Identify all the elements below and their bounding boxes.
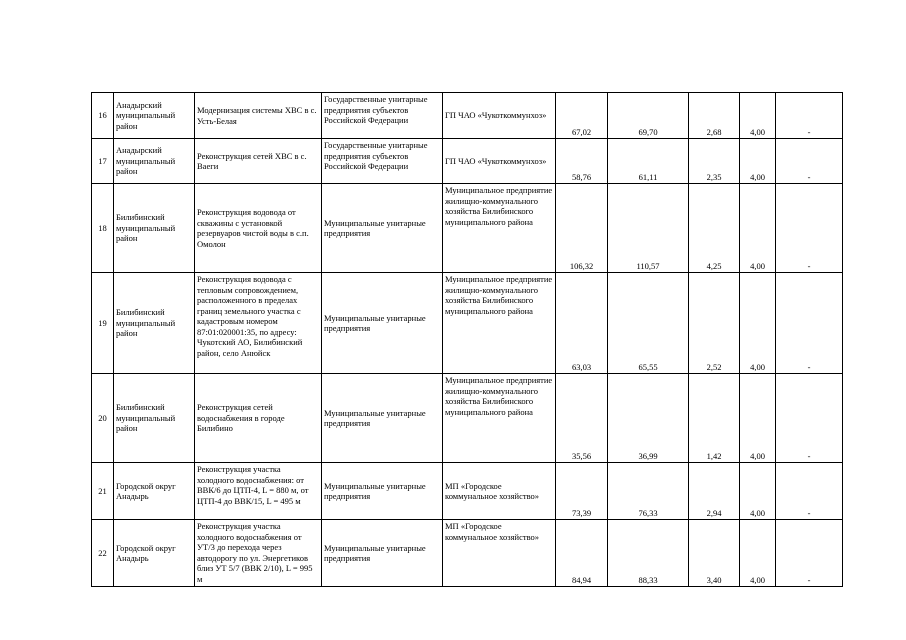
value-cell-4: 4,00 — [740, 374, 776, 463]
project-cell: Реконструкция водовода от скважины с установкой резервуаров чистой воды в с.п. Омолон — [195, 184, 322, 273]
value-cell-4: 4,00 — [740, 93, 776, 139]
row-number: 21 — [92, 463, 114, 520]
value-cell-4: 4,00 — [740, 520, 776, 587]
value-cell-2: 36,99 — [608, 374, 689, 463]
value-cell-5: - — [776, 184, 843, 273]
value-cell-3: 3,40 — [689, 520, 740, 587]
operator-cell: ГП ЧАО «Чукоткоммунхоз» — [443, 139, 556, 184]
district-cell: Анадырский муниципальный район — [114, 139, 195, 184]
value-cell-4: 4,00 — [740, 273, 776, 374]
row-number: 19 — [92, 273, 114, 374]
district-cell: Билибинский муниципальный район — [114, 184, 195, 273]
value-cell-2: 76,33 — [608, 463, 689, 520]
table-row — [92, 463, 843, 520]
value-cell-3: 2,52 — [689, 273, 740, 374]
value-cell-1: 106,32 — [556, 184, 608, 273]
table-row — [92, 374, 843, 463]
district-cell: Билибинский муниципальный район — [114, 374, 195, 463]
value-cell-5: - — [776, 273, 843, 374]
value-cell-3: 1,42 — [689, 374, 740, 463]
table-row — [92, 273, 843, 374]
operator-cell: Муниципальное предприятие жилищно-коммунального хозяйства Билибинского муниципального района — [443, 273, 556, 374]
value-cell-2: 69,70 — [608, 93, 689, 139]
value-cell-1: 67,02 — [556, 93, 608, 139]
value-cell-5: - — [776, 139, 843, 184]
value-cell-1: 73,39 — [556, 463, 608, 520]
value-cell-2: 61,11 — [608, 139, 689, 184]
table-row — [92, 520, 843, 587]
value-cell-4: 4,00 — [740, 139, 776, 184]
row-number: 18 — [92, 184, 114, 273]
project-cell: Модернизация системы ХВС в с. Усть-Белая — [195, 93, 322, 139]
value-cell-5: - — [776, 93, 843, 139]
project-cell: Реконструкция сетей ХВС в с. Ваеги — [195, 139, 322, 184]
district-cell: Городской округ Анадырь — [114, 463, 195, 520]
value-cell-4: 4,00 — [740, 184, 776, 273]
table-row — [92, 93, 843, 139]
row-number: 22 — [92, 520, 114, 587]
project-cell: Реконструкция участка холодного водоснабжения от УТ/3 до перехода через автодорогу по ул. Энергетиков близ УТ 5/7 (ВВК 2/10), L = 995 м — [195, 520, 322, 587]
district-cell: Билибинский муниципальный район — [114, 273, 195, 374]
value-cell-1: 84,94 — [556, 520, 608, 587]
table-row — [92, 184, 843, 273]
org-type-cell: Государственные унитарные предприятия субъектов Российской Федерации — [322, 139, 443, 184]
data-table — [91, 92, 843, 587]
operator-cell: ГП ЧАО «Чукоткоммунхоз» — [443, 93, 556, 139]
value-cell-3: 4,25 — [689, 184, 740, 273]
org-type-cell: Муниципальные унитарные предприятия — [322, 520, 443, 587]
value-cell-1: 35,56 — [556, 374, 608, 463]
row-number: 16 — [92, 93, 114, 139]
value-cell-2: 65,55 — [608, 273, 689, 374]
value-cell-5: - — [776, 463, 843, 520]
project-cell: Реконструкция сетей водоснабжения в городе Билибино — [195, 374, 322, 463]
org-type-cell: Муниципальные унитарные предприятия — [322, 273, 443, 374]
row-number: 20 — [92, 374, 114, 463]
value-cell-1: 58,76 — [556, 139, 608, 184]
value-cell-5: - — [776, 374, 843, 463]
table-row — [92, 139, 843, 184]
operator-cell: Муниципальное предприятие жилищно-коммунального хозяйства Билибинского муниципального района — [443, 184, 556, 273]
value-cell-4: 4,00 — [740, 463, 776, 520]
value-cell-3: 2,35 — [689, 139, 740, 184]
operator-cell: МП «Городское коммунальное хозяйство» — [443, 520, 556, 587]
value-cell-2: 110,57 — [608, 184, 689, 273]
value-cell-1: 63,03 — [556, 273, 608, 374]
project-cell: Реконструкция водовода с тепловым сопровождением, расположенного в пределах границ земельного участка с кадастровым номером 87:01:020001:35, по адресу: Чукотский АО, Билибинский район, село Анюйск — [195, 273, 322, 374]
org-type-cell: Муниципальные унитарные предприятия — [322, 184, 443, 273]
org-type-cell: Государственные унитарные предприятия субъектов Российской Федерации — [322, 93, 443, 139]
org-type-cell: Муниципальные унитарные предприятия — [322, 463, 443, 520]
operator-cell: МП «Городское коммунальное хозяйство» — [443, 463, 556, 520]
operator-cell: Муниципальное предприятие жилищно-коммунального хозяйства Билибинского муниципального района — [443, 374, 556, 463]
value-cell-5: - — [776, 520, 843, 587]
value-cell-2: 88,33 — [608, 520, 689, 587]
district-cell: Анадырский муниципальный район — [114, 93, 195, 139]
org-type-cell: Муниципальные унитарные предприятия — [322, 374, 443, 463]
row-number: 17 — [92, 139, 114, 184]
value-cell-3: 2,68 — [689, 93, 740, 139]
district-cell: Городской округ Анадырь — [114, 520, 195, 587]
project-cell: Реконструкция участка холодного водоснабжения: от ВВК/6 до ЦТП-4, L = 880 м, от ЦТП-4 до ВВК/15, L = 495 м — [195, 463, 322, 520]
value-cell-3: 2,94 — [689, 463, 740, 520]
